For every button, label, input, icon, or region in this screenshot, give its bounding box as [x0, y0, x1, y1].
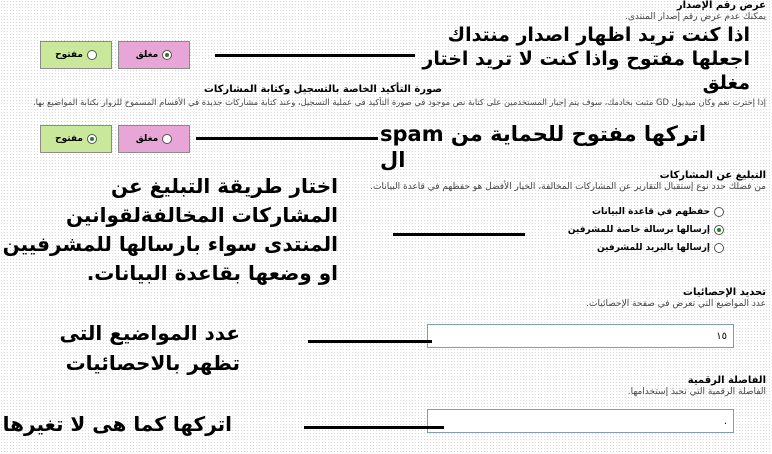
captcha-open-radio[interactable]	[40, 125, 112, 153]
captcha-closed-label: مغلق	[135, 134, 159, 144]
annotation-line	[308, 340, 432, 343]
annotation-report: اختار طريقة التبليغ عن المشاركات المخالفةلقوانين المنتدى سواء بارسالها للمشرفيين او وضعها بقاعدة البيانات.	[2, 174, 338, 285]
report-title: التبليغ عن المشاركات	[659, 170, 766, 181]
radio-unchecked-icon	[714, 207, 724, 217]
stats-count-value: ١٥	[716, 330, 727, 342]
stats-count-input[interactable]	[427, 324, 734, 348]
annotation-line	[304, 426, 444, 429]
report-option-label: إرسالها برسالة خاصة للمشرفين	[567, 225, 710, 235]
captcha-closed-radio[interactable]	[118, 125, 190, 153]
stats-title: تحديد الإحصائيات	[682, 287, 766, 298]
report-option-private-message[interactable]	[568, 225, 724, 235]
stats-description: عدد المواضيع التي تعرض في صفحة الإحصائيات.	[586, 299, 766, 309]
annotation-stats: عدد المواضيع التى تظهر بالاحصائيات	[59, 321, 240, 375]
radio-unchecked-icon	[87, 50, 97, 60]
annotation-line	[215, 54, 415, 57]
radio-checked-icon	[714, 225, 724, 235]
captcha-open-label: مفتوح	[55, 134, 83, 144]
report-option-database[interactable]	[592, 207, 724, 217]
pagination-description: الفاصلة الرقمية التي تحبذ إستخدامها.	[627, 387, 766, 397]
version-title: عرض رقم الإصدار	[676, 0, 766, 11]
radio-unchecked-icon	[714, 243, 724, 253]
report-option-label: إرسالها بالبريد للمشرفين	[597, 243, 710, 253]
version-open-radio[interactable]	[40, 41, 112, 69]
radio-checked-icon	[162, 50, 172, 60]
annotation-captcha: spam اتركها مفتوح للحماية من ال	[380, 122, 707, 173]
pagination-separator-value: .	[723, 415, 727, 427]
pagination-separator-input[interactable]	[427, 409, 734, 433]
annotation-line	[393, 233, 525, 236]
pagination-title: الفاصلة الرقمية	[687, 375, 766, 386]
radio-checked-icon	[87, 134, 97, 144]
version-closed-label: مغلق	[135, 50, 159, 60]
report-description: من فضلك حدد نوع إستقبال التقارير عن المشاركات المخالفة، الخيار الأفضل هو حفظهم في قاعدة البيانات.	[370, 182, 766, 192]
report-option-email[interactable]	[597, 243, 724, 253]
version-description: يمكنك عدم عرض رقم إصدار المنتدى.	[624, 12, 766, 22]
annotation-line	[196, 137, 378, 140]
radio-unchecked-icon	[162, 134, 172, 144]
annotation-pagination: اتركها كما هى لا تغيرها	[2, 412, 232, 436]
captcha-title: صورة التأكيد الخاصة بالتسجيل وكتابة المشاركات	[203, 84, 442, 95]
version-closed-radio[interactable]	[118, 41, 190, 69]
captcha-description: إذا إخترت نعم وكان ميديول GD مثبت بخادمك، سوف يتم إجبار المستخدمين على كتابة نص موجود في صورة التأكيد في عملية التسجيل، وعند كتابة مشاركات جديدة في الأقسام المسموح للزوار بكتابة المواضيع بها.	[32, 97, 766, 107]
report-option-label: حفظهم في قاعدة البيانات	[591, 207, 710, 217]
annotation-version: اذا كنت تريد اظهار اصدار منتداك اجعلها مفتوح واذا كنت لا تريد اختار مغلق	[422, 24, 750, 94]
version-open-label: مفتوح	[55, 50, 83, 60]
